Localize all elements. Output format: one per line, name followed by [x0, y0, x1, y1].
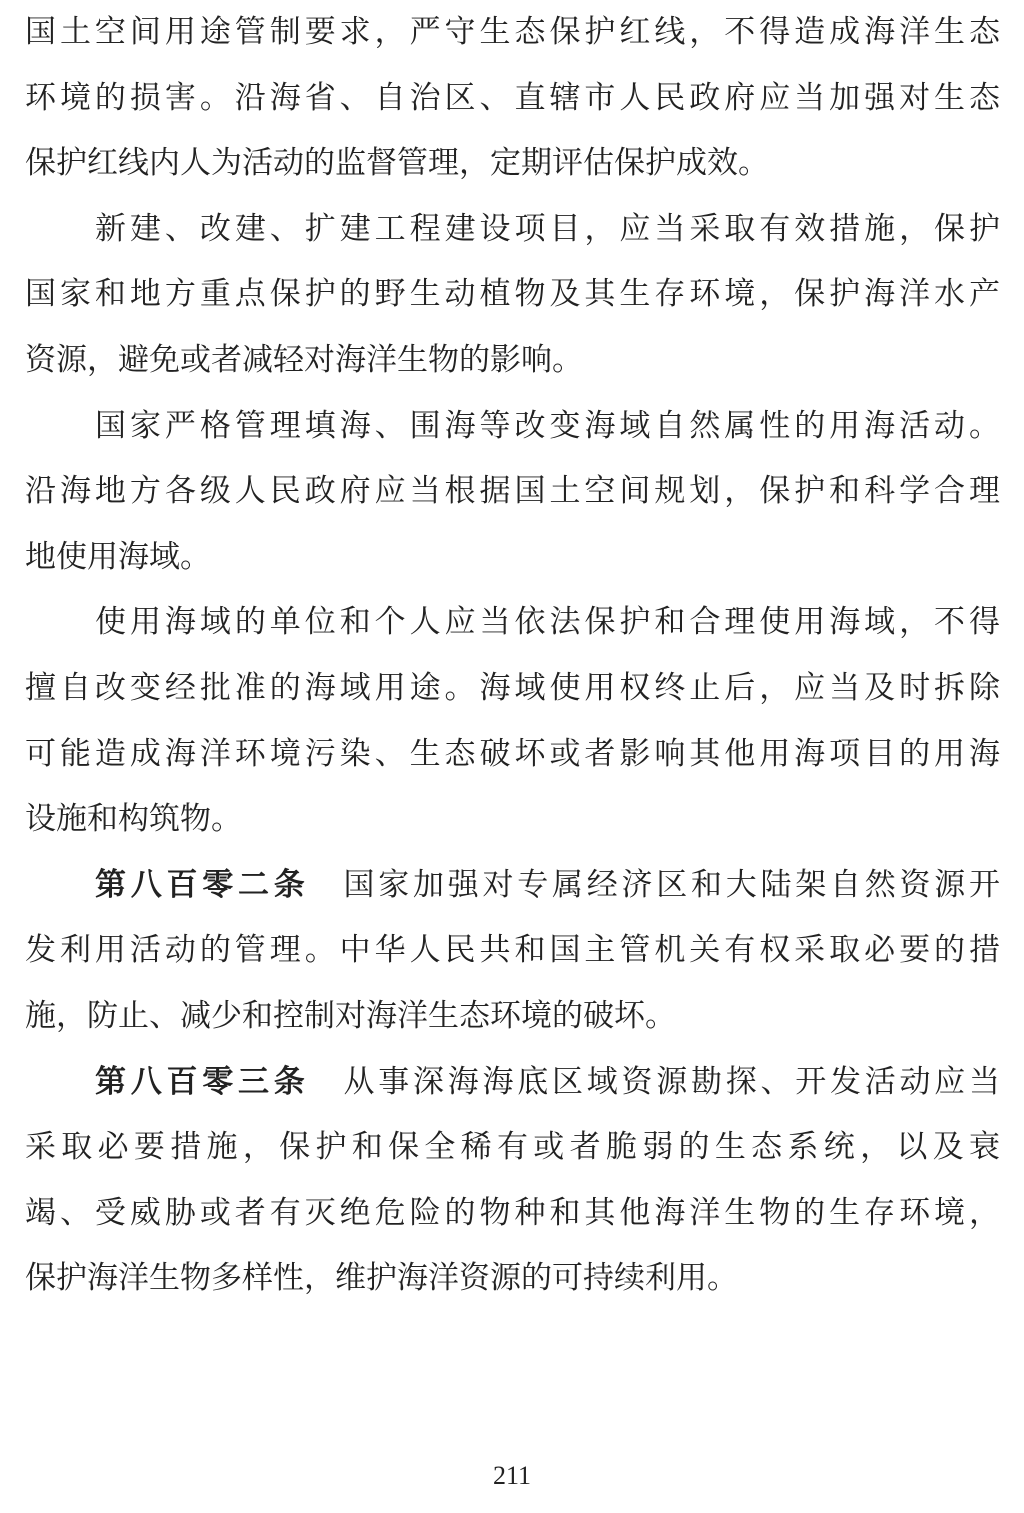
- paragraph: [25, 209, 1000, 406]
- text-line: [25, 1062, 1000, 1128]
- article-803: [25, 1062, 1000, 1324]
- text-line: 国家严格管理填海、围海等改变海域自然属性的用海活动。: [95, 407, 1000, 444]
- text-line: 竭、受威胁或者有灭绝危险的物种和其他海洋生物的生存环境，: [25, 1194, 1000, 1231]
- text-line: 使用海域的单位和个人应当依法保护和合理使用海域，不得: [95, 604, 1000, 641]
- text-line: 采取必要措施，保护和保全稀有或者脆弱的生态系统，以及衰: [25, 1129, 1000, 1166]
- text-line: 国家和地方重点保护的野生动植物及其生存环境，保护海洋水产: [25, 276, 1000, 313]
- text-line: 设施和构筑物。: [25, 801, 242, 838]
- paragraph: [25, 602, 1000, 864]
- text-line: 地使用海域。: [25, 538, 211, 575]
- text-line: 环境的损害。沿海省、自治区、直辖市人民政府应当加强对生态: [25, 79, 1000, 116]
- text-line: [25, 865, 1000, 931]
- article-heading: 第八百零二条: [95, 866, 310, 903]
- text-line: 保护红线内人为活动的监督管理，定期评估保护成效。: [25, 145, 769, 182]
- article-text: 国家加强对专属经济区和大陆架自然资源开: [343, 866, 1000, 903]
- text-line: 施，防止、减少和控制对海洋生态环境的破坏。: [25, 997, 676, 1034]
- text-line: 保护海洋生物多样性，维护海洋资源的可持续利用。: [25, 1260, 738, 1297]
- text-line: 资源，避免或者减轻对海洋生物的影响。: [25, 341, 583, 378]
- paragraph-continuation: [25, 12, 1000, 209]
- text-line: 新建、改建、扩建工程建设项目，应当采取有效措施，保护: [95, 210, 1000, 247]
- page-number: 211: [492, 1461, 532, 1490]
- paragraph: [25, 406, 1000, 603]
- article-802: [25, 865, 1000, 1062]
- article-heading: 第八百零三条: [95, 1063, 310, 1100]
- text-line: 可能造成海洋环境污染、生态破坏或者影响其他用海项目的用海: [25, 735, 1000, 772]
- text-line: 国土空间用途管制要求，严守生态保护红线，不得造成海洋生态: [25, 14, 1000, 50]
- text-line: 沿海地方各级人民政府应当根据国土空间规划，保护和科学合理: [25, 473, 1000, 510]
- text-line: 擅自改变经批准的海域用途。海域使用权终止后，应当及时拆除: [25, 669, 1000, 706]
- text-line: 发利用活动的管理。中华人民共和国主管机关有权采取必要的措: [25, 932, 1000, 969]
- article-text: 从事深海海底区域资源勘探、开发活动应当: [343, 1063, 1000, 1100]
- page-body: [25, 12, 1000, 1324]
